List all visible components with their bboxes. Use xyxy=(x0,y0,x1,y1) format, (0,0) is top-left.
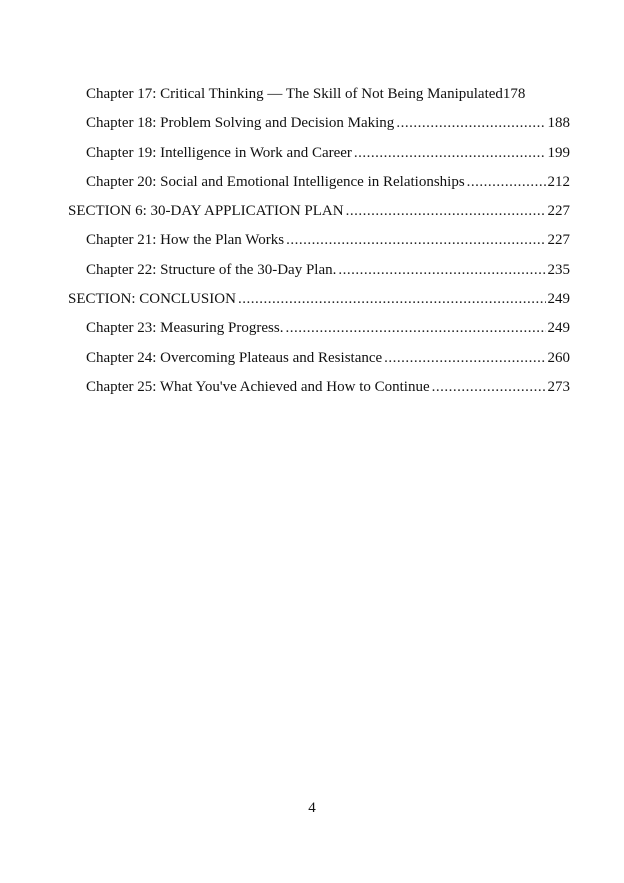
toc-entry-title: Chapter 24: Overcoming Plateaus and Resistance xyxy=(86,349,383,366)
toc-entry-chapter-23[interactable] xyxy=(68,314,570,343)
toc-entry-page: 212 xyxy=(547,173,570,190)
toc-entry-section-6[interactable] xyxy=(68,197,570,226)
toc-entry-chapter-18[interactable] xyxy=(68,109,570,138)
dot-leader xyxy=(396,109,545,138)
toc-entry-page: 249 xyxy=(547,291,570,308)
dot-leader xyxy=(285,314,545,343)
toc-entry-title: Chapter 22: Structure of the 30-Day Plan. xyxy=(86,261,337,278)
toc-entry-page: 188 xyxy=(547,115,570,132)
dot-leader xyxy=(346,197,546,226)
toc-entry-chapter-25[interactable] xyxy=(68,373,570,402)
table-of-contents xyxy=(68,80,570,402)
dot-leader xyxy=(432,373,546,402)
toc-entry-title: Chapter 23: Measuring Progress. xyxy=(86,320,284,337)
toc-entry-title: Chapter 21: How the Plan Works xyxy=(86,232,285,249)
toc-entry-page: 235 xyxy=(547,261,570,278)
toc-entry-page: 227 xyxy=(547,203,570,220)
toc-entry-title: Chapter 18: Problem Solving and Decision Making xyxy=(86,115,395,132)
toc-entry-title: Chapter 19: Intelligence in Work and Career xyxy=(86,144,352,161)
toc-entry-page: 199 xyxy=(547,144,570,161)
dot-leader xyxy=(238,285,546,314)
toc-entry-title: SECTION: CONCLUSION xyxy=(68,291,236,308)
toc-entry-title: Chapter 20: Social and Emotional Intelligence in Relationships xyxy=(86,173,465,190)
toc-entry-page: 273 xyxy=(547,378,570,395)
toc-entry-chapter-22[interactable] xyxy=(68,256,570,285)
dot-leader xyxy=(338,256,545,285)
toc-entry-chapter-21[interactable] xyxy=(68,226,570,255)
dot-leader xyxy=(384,344,545,373)
toc-entry-title: Chapter 17: Critical Thinking — The Skill of Not Being Manipulated xyxy=(86,86,503,102)
dot-leader xyxy=(467,168,546,197)
toc-entry-chapter-24[interactable] xyxy=(68,344,570,373)
toc-entry-page: 249 xyxy=(547,320,570,337)
toc-entry-title: SECTION 6: 30-DAY APPLICATION PLAN xyxy=(68,203,344,220)
toc-entry-page: 178 xyxy=(502,86,526,102)
toc-entry-chapter-19[interactable] xyxy=(68,139,570,168)
toc-entry-section-conclusion[interactable] xyxy=(68,285,570,314)
dot-leader xyxy=(286,226,545,255)
toc-entry-page: 260 xyxy=(547,349,570,366)
dot-leader xyxy=(354,139,546,168)
toc-entry-page: 227 xyxy=(547,232,570,249)
toc-entry-chapter-20[interactable] xyxy=(68,168,570,197)
toc-entry-title: Chapter 25: What You've Achieved and How to Continue xyxy=(86,378,430,395)
page-number: 4 xyxy=(308,800,316,816)
toc-entry-chapter-17[interactable] xyxy=(68,80,570,109)
